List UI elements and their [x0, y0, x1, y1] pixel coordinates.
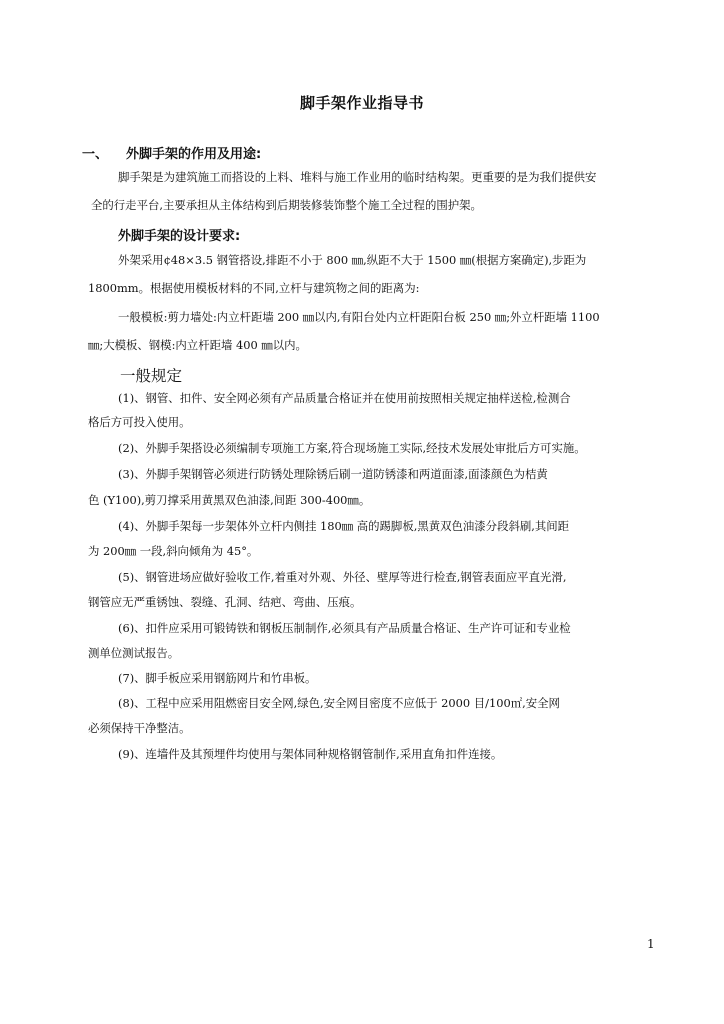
- section-3-heading: 一般规定: [120, 367, 183, 385]
- paragraph-line: 一般模板:剪力墙处:内立杆距墙 200 ㎜以内,有阳台处内立杆距阳台板 250 ㎜;外立杆距墙 1100: [118, 310, 600, 324]
- paragraph-line: 脚手架是为建筑施工而搭设的上料、堆料与施工作业用的临时结构架。更重要的是为我们提供安: [118, 170, 597, 184]
- rule-line: 色 (Y100),剪刀撑采用黄黑双色油漆,间距 300-400㎜。: [88, 493, 371, 507]
- paragraph-line: 1800mm。根据使用模板材料的不同,立杆与建筑物之间的距离为:: [88, 281, 420, 295]
- paragraph-line: ㎜;大模板、钢模:内立杆距墙 400 ㎜以内。: [88, 338, 307, 352]
- section-1-title: 外脚手架的作用及用途:: [126, 147, 262, 162]
- rule-line: 钢管应无严重锈蚀、裂缝、孔洞、结疤、弯曲、压痕。: [88, 595, 362, 609]
- page-number: 1: [647, 937, 655, 951]
- rule-line: (8)、工程中应采用阻燃密目安全网,绿色,安全网目密度不应低于 2000 目/100㎡,安全网: [118, 696, 560, 710]
- rule-line: 必须保持干净整洁。: [88, 721, 191, 735]
- section-1-number: 一、: [82, 147, 109, 162]
- rule-line: (4)、外脚手架每一步架体外立杆内侧挂 180㎜ 高的踢脚板,黑黄双色油漆分段斜刷,其间距: [118, 519, 570, 533]
- rule-line: (2)、外脚手架搭设必须编制专项施工方案,符合现场施工实际,经技术发展处审批后方可实施。: [118, 441, 586, 455]
- paragraph-line: 外架采用¢48×3.5 钢管搭设,排距不小于 800 ㎜,纵距不大于 1500 ㎜(根据方案确定),步距为: [118, 253, 587, 267]
- section-1-heading: [82, 143, 261, 162]
- rule-line: (1)、钢管、扣件、安全网必须有产品质量合格证并在使用前按照相关规定抽样送检,检测合: [118, 391, 571, 405]
- rule-line: 格后方可投入使用。: [88, 415, 191, 429]
- rule-line: (6)、扣件应采用可锻铸铁和钢板压制制作,必须具有产品质量合格证、生产许可证和专业检: [118, 621, 571, 635]
- rule-line: 为 200㎜ 一段,斜向倾角为 45°。: [88, 544, 259, 558]
- section-2-heading: 外脚手架的设计要求:: [118, 229, 241, 244]
- document-title: 脚手架作业指导书: [299, 94, 424, 112]
- rule-line: 测单位测试报告。: [88, 646, 180, 660]
- paragraph-line: 全的行走平台,主要承担从主体结构到后期装修装饰整个施工全过程的围护架。: [91, 198, 482, 212]
- rule-line: (5)、钢管进场应做好验收工作,着重对外观、外径、壁厚等进行检查,钢管表面应平直光滑,: [118, 570, 567, 584]
- rule-line: (7)、脚手板应采用钢筋网片和竹串板。: [118, 671, 317, 685]
- rule-line: (3)、外脚手架钢管必须进行防锈处理除锈后刷一道防锈漆和两道面漆,面漆颜色为桔黄: [118, 467, 548, 481]
- rule-line: (9)、连墙件及其预埋件均使用与架体同种规格钢管制作,采用直角扣件连接。: [118, 747, 503, 761]
